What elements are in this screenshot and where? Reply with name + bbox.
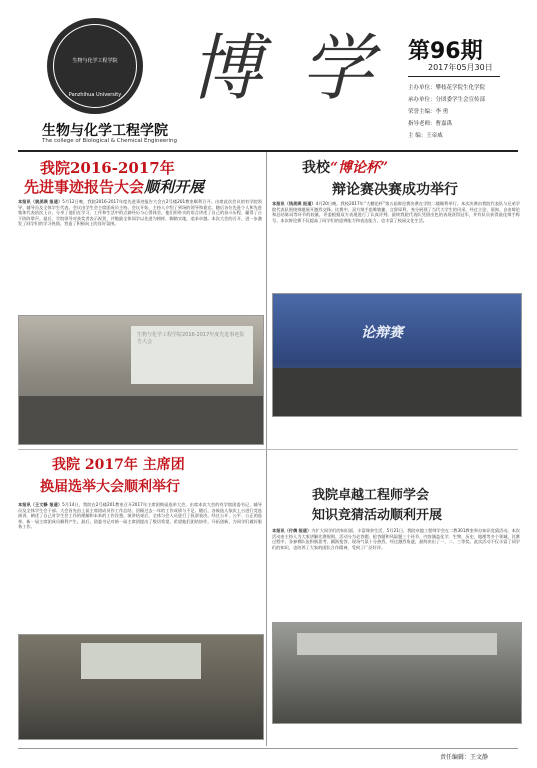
article1-headline-line2: 先进事迹报告大会顺利开展 [24, 178, 205, 196]
masthead-info [408, 82, 518, 142]
logo-center-text: 生物与化学工程学院 [72, 58, 118, 64]
issue-date: 2017年05月30日 [428, 63, 493, 72]
college-name: 生物与化学工程学院 [42, 123, 168, 139]
calligraphy-title: 博 学 [190, 26, 381, 110]
article3-photo [18, 634, 264, 740]
article1-photo-caption: 生物与化学工程学院2016-2017年度先进事迹报告大会 [137, 332, 245, 345]
logo-ring-text: Panzhihua University [68, 92, 122, 98]
section-divider [18, 449, 518, 450]
article3-headline-line2: 换届选举大会顺利举行 [40, 479, 180, 495]
article2-body: 本报讯（钱美瑛 报道）4月20日晚，我校2017年“大棚论杯”第五届辩论赛决赛在学院二楼顺利举行。本次决赛由我院代表队与兄弟学院代表队围绕辩题展开激烈交锋。比赛中，双方辩手思维敏捷、言辞犀利，充分展现了当代大学生的风采。经过立论、质询、自由辩论和总结陈词等环节的较量，评委根据双方表现进行了认真评判。最终我院代表队凭借出色的表现获得冠军，并有队员获得最佳辩手称号。本次辩论赛不仅提高了同学们的思辨能力和表达能力，也丰富了校园文化生活。 [272, 201, 520, 223]
article1-body: 本报讯（姚美瑛 报道）5月12日晚，我院2016-2017年度先进事迹报告大会在2号楼201教室顺利召开。出席此次会议的有学院领导、辅导员及全体学生代表。会议由学生会主席团成员主持。会议开始，主持人介绍了到场的领导和嘉宾，随后各位先进个人和先进集体代表依次上台，分享了他们在学习、工作和生活中的点滴经历与心得体会。他们用朴实的语言讲述了自己的奋斗历程，赢得了台下阵阵掌声。最后，学院领导对获奖者表示祝贺，并勉励全体同学以先进为榜样，脚踏实地，追求卓越。本次大会的召开，进一步激发了同学们的学习热情，营造了积极向上的良好氛围。 [18, 199, 262, 227]
article4-headline-line1: 我院卓越工程师学会 [312, 488, 430, 503]
article1-photo [18, 315, 264, 445]
college-logo [47, 18, 143, 114]
article4-headline-line2: 知识竞猜活动顺利开展 [312, 508, 443, 523]
college-name-en: The college of Biological & Chemical Engineering [42, 138, 178, 144]
article2-photo [272, 293, 522, 417]
article3-body: 本报讯（王文静 报道）5月14日，我院在2号楼201教室召开2017年主席团换届选举大会。出席本次大会的有学院团委书记、辅导员及全体学生会干部。大会首先由上届主席团成员作工作总结，回顾过去一年的工作成绩与不足。随后，各候选人依次上台进行竞选演讲，阐述了自己对学生会工作的理解和未来的工作设想。演讲结束后，全体与会人员进行了投票表决。经过公开、公平、公正的选举，新一届主席团成员顺利产生。最后，团委书记对新一届主席团提出了殷切希望，希望他们团结协作，开拓创新，为同学们做好服务工作。 [18, 502, 262, 530]
article4-photo [272, 622, 522, 724]
article2-headline-line2: 辩论赛决赛成功举行 [332, 182, 458, 198]
article4-body: 本报讯（付倩 报道）为扩大同学们的知识面，丰富课余生活，5月21日，我院卓越工程师学会在二教301教室举办知识竞猜活动。本次活动由主持人为大家讲解比赛规则。活动分为必答题、抢答题和风险题三个环节，内容涵盖化学、生物、历史、地理等多个领域。比赛过程中，各参赛队伍积极思考、踊跃抢答，现场气氛十分热烈。经过激烈角逐，最终决出了一、二、三等奖。此次活动不仅丰富了同学们的知识，也培养了大家的团队合作精神，受到了广泛好评。 [272, 528, 520, 550]
article2-photo-caption: 论辩赛 [361, 325, 403, 341]
article-2016-report [18, 155, 262, 445]
issue-number: 第96期 [408, 39, 483, 64]
article-debate-final [272, 155, 520, 445]
info-row: 主办单位：攀枝花学院生化学院 [408, 85, 486, 91]
info-row: 承办单位：分团委学生会宣传部 [408, 97, 486, 103]
masthead-divider [18, 150, 518, 152]
info-row: 主 编：王帝威 [408, 133, 443, 139]
article3-headline-line1: 我院 2017年 主席团 [52, 457, 185, 473]
info-row: 荣誉主编：李 勇 [408, 109, 449, 115]
article2-headline-line1: 我校“博论杯” [302, 160, 389, 176]
footer-divider [18, 748, 518, 749]
article-presidium-election [18, 452, 262, 742]
footer-editor: 责任编辑：王文静 [440, 754, 489, 761]
article-quiz-activity [272, 452, 520, 742]
article1-headline-line1: 我院2016-2017年 [40, 159, 175, 177]
info-row: 指导老师：曹嘉禹 [408, 121, 453, 127]
